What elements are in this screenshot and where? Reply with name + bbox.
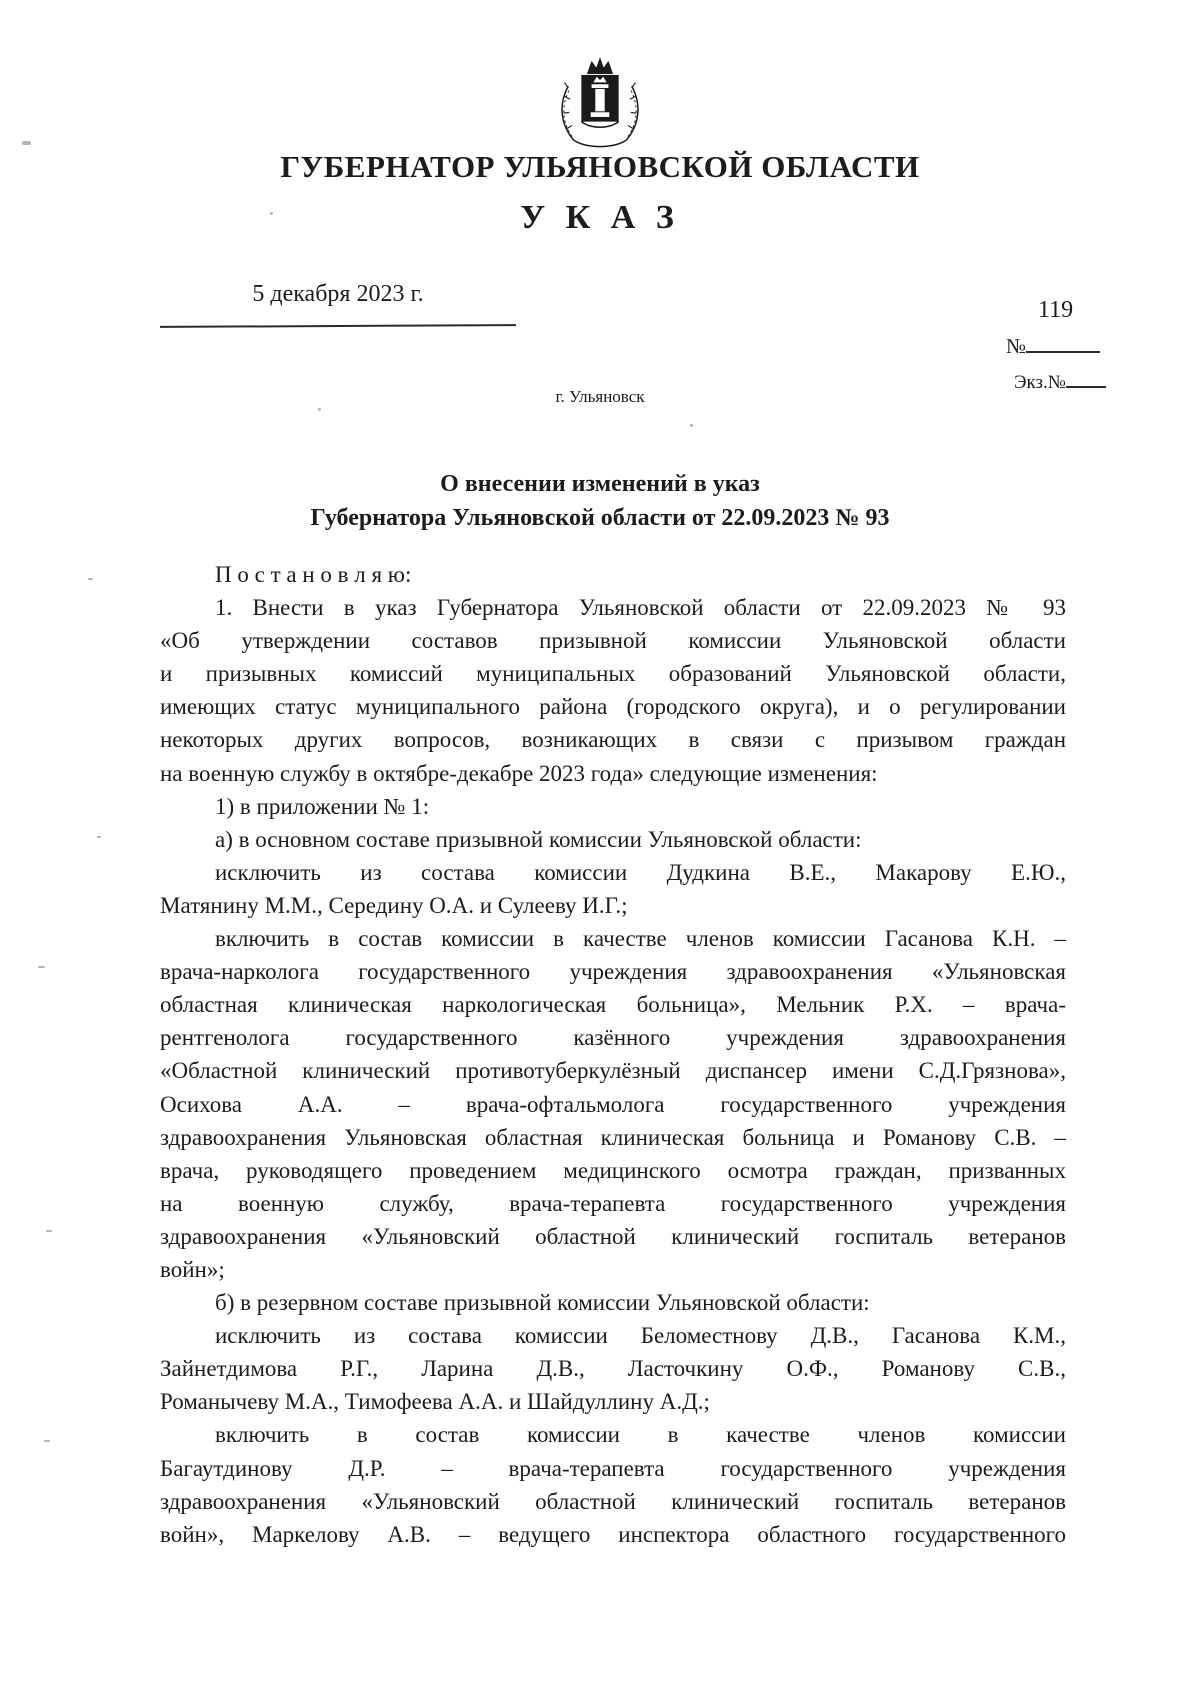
body-line: Зайнетдимова Р.Г., Ларина Д.В., Ласточкину О.Ф., Романову С.В., bbox=[160, 1356, 1066, 1382]
body-line: войн», Маркелову А.В. – ведущего инспектора областного государственного bbox=[160, 1521, 1066, 1547]
number-field bbox=[1006, 330, 1100, 359]
body-line: Романычеву М.А., Тимофеева А.А. и Шайдуллину А.Д.; bbox=[160, 1389, 710, 1415]
body-line: включить в состав комиссии в качестве членов комиссии bbox=[215, 1422, 1066, 1448]
scan-artifact bbox=[46, 1230, 52, 1232]
copy-number-label: Экз.№ bbox=[1014, 372, 1066, 393]
body-line: 1. Внести в указ Губернатора Ульяновской области от 22.09.2023 № 93 bbox=[215, 595, 1066, 621]
body-line: П о с т а н о в л я ю: bbox=[215, 562, 412, 587]
number-blank-line bbox=[1026, 330, 1100, 353]
body-line: войн»; bbox=[160, 1256, 225, 1282]
scan-artifact bbox=[38, 966, 45, 968]
organization-name: ГУБЕРНАТОР УЛЬЯНОВСКОЙ ОБЛАСТИ bbox=[280, 149, 920, 184]
body-line: врача, руководящего проведением медицинского осмотра граждан, призванных bbox=[160, 1157, 1066, 1183]
body-line: некоторых других вопросов, возникающих в связи с призывом граждан bbox=[160, 727, 1066, 753]
coat-of-arms-icon bbox=[544, 50, 656, 154]
body-line: на военную службу, врача-терапевта государственного учреждения bbox=[160, 1190, 1066, 1216]
body-line: здравоохранения Ульяновская областная клиническая больница и Романову С.В. – bbox=[160, 1124, 1066, 1150]
body-line: «Об утверждении составов призывной комиссии Ульяновской области bbox=[160, 628, 1066, 654]
scan-artifact bbox=[318, 408, 321, 411]
document-title-line1: О внесении изменений в указ bbox=[440, 471, 760, 497]
body-line: исключить из состава комиссии Беломестнову Д.В., Гасанова К.М., bbox=[215, 1323, 1066, 1349]
city-line: г. Ульяновск bbox=[555, 387, 645, 406]
body-line: на военную службу в октябре-декабре 2023 года» следующие изменения: bbox=[160, 760, 878, 786]
body-line: врача-нарколога государственного учреждения здравоохранения «Ульяновская bbox=[160, 959, 1066, 985]
scan-artifact bbox=[690, 424, 693, 427]
scan-artifact bbox=[88, 578, 93, 580]
scan-artifact bbox=[97, 836, 101, 838]
body-line: 1) в приложении № 1: bbox=[215, 793, 430, 819]
body-line: включить в состав комиссии в качестве членов комиссии Гасанова К.Н. – bbox=[215, 926, 1066, 952]
body-line: здравоохранения «Ульяновский областной клинический госпиталь ветеранов bbox=[160, 1488, 1066, 1514]
document-title-line2: Губернатора Ульяновской области от 22.09.2023 № 93 bbox=[310, 505, 890, 531]
document-number: 119 bbox=[1038, 297, 1074, 323]
body-line: «Областной клинический противотуберкулёзный диспансер имени С.Д.Грязнова», bbox=[160, 1058, 1066, 1084]
body-line: Осихова А.А. – врача-офтальмолога государственного учреждения bbox=[160, 1091, 1066, 1117]
body-line: а) в основном составе призывной комиссии Ульяновской области: bbox=[215, 826, 862, 852]
body-line: Матянину М.М., Середину О.А. и Сулееву И.Г.; bbox=[160, 892, 628, 918]
date-underline bbox=[160, 324, 516, 328]
body-text bbox=[160, 558, 1066, 1551]
scan-artifact bbox=[270, 212, 273, 215]
document-title bbox=[0, 467, 1200, 535]
scan-artifact bbox=[44, 1440, 50, 1442]
scan-artifact bbox=[22, 141, 31, 145]
body-line: Багаутдинову Д.Р. – врача-терапевта государственного учреждения bbox=[160, 1455, 1066, 1481]
body-line: имеющих статус муниципального района (городского округа), и о регулировании bbox=[160, 694, 1066, 720]
document-type-heading: У К А З bbox=[520, 199, 680, 236]
number-label: № bbox=[1006, 334, 1027, 358]
body-line: и призывных комиссий муниципальных образований Ульяновской области, bbox=[160, 661, 1066, 687]
body-line: областная клиническая наркологическая больница», Мельник Р.Х. – врача- bbox=[160, 992, 1066, 1018]
body-line: исключить из состава комиссии Дудкина В.Е., Макарову Е.Ю., bbox=[215, 859, 1066, 885]
body-line: рентгенолога государственного казённого учреждения здравоохранения bbox=[160, 1025, 1066, 1051]
document-date: 5 декабря 2023 г. bbox=[252, 281, 424, 307]
copy-number-blank-line bbox=[1066, 367, 1106, 388]
body-line: б) в резервном составе призывной комиссии Ульяновской области: bbox=[215, 1290, 870, 1316]
body-line: здравоохранения «Ульяновский областной клинический госпиталь ветеранов bbox=[160, 1223, 1066, 1249]
